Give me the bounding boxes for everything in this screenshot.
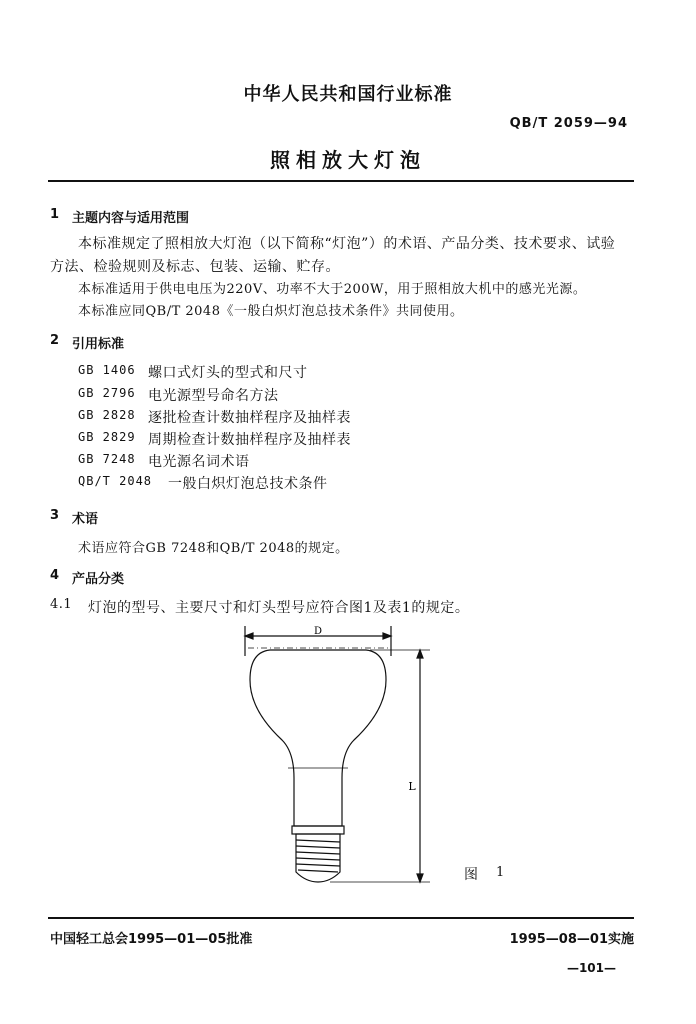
- section-1-heading: 主题内容与适用范围: [72, 211, 190, 226]
- arrow-left-icon: [245, 633, 253, 639]
- reference-code: QB/T 2048: [78, 474, 153, 488]
- approval-text: 中国轻工总会1995—01—05批准: [50, 932, 253, 947]
- section-4-number: 4: [50, 568, 60, 583]
- section-1-number: 1: [50, 207, 60, 222]
- section-4-heading: 产品分类: [72, 572, 125, 587]
- document-title: 照相放大灯泡: [270, 148, 426, 172]
- section-3-number: 3: [50, 508, 60, 523]
- lamp-neck: [292, 826, 344, 834]
- section-2-number: 2: [50, 333, 60, 348]
- title-rule: [48, 180, 634, 182]
- dimension-label-d: D: [313, 626, 323, 637]
- reference-code: GB 1406: [78, 363, 136, 377]
- section-4-1-text: 灯泡的型号、主要尺寸和灯头型号应符合图1及表1的规定。: [88, 600, 470, 616]
- section-3-para: 术语应符合GB 7248和QB/T 2048的规定。: [78, 541, 349, 556]
- section-1-para2: 本标准适用于供电电压为220V、功率不大于200W，用于照相放大机中的感光光源。: [78, 282, 587, 297]
- reference-code: GB 2829: [78, 430, 136, 444]
- section-2-heading: 引用标准: [72, 337, 125, 352]
- section-4-1-number: 4.1: [50, 597, 73, 612]
- figure-caption-number: 1: [496, 865, 505, 880]
- footer-rule: [48, 917, 634, 919]
- dimension-label-l: L: [408, 780, 416, 793]
- arrow-up-icon: [417, 650, 423, 658]
- section-1-para3: 本标准应同QB/T 2048《一般白炽灯泡总技术条件》共同使用。: [78, 304, 464, 319]
- arrow-right-icon: [383, 633, 391, 639]
- arrow-down-icon: [417, 874, 423, 882]
- section-3-heading: 术语: [72, 512, 99, 527]
- reference-code: GB 2796: [78, 386, 136, 400]
- reference-title: 电光源名词术语: [148, 454, 250, 470]
- bulb-outline: [250, 650, 386, 826]
- figure-caption-label: 图: [464, 867, 478, 883]
- standard-number: QB/T 2059—94: [509, 116, 628, 131]
- effective-date-text: 1995—08—01实施: [509, 932, 634, 947]
- reference-code: GB 7248: [78, 452, 136, 466]
- page-number: —101—: [566, 961, 616, 975]
- reference-title: 逐批检查计数抽样程序及抽样表: [148, 410, 351, 426]
- reference-title: 螺口式灯头的型式和尺寸: [148, 365, 308, 381]
- lamp-figure: [230, 620, 440, 890]
- reference-title: 一般白炽灯泡总技术条件: [168, 476, 328, 492]
- reference-code: GB 2828: [78, 408, 136, 422]
- org-title: 中华人民共和国行业标准: [243, 84, 453, 105]
- reference-title: 周期检查计数抽样程序及抽样表: [148, 432, 351, 448]
- section-1-para1-line1: 本标准规定了照相放大灯泡（以下简称“灯泡”）的术语、产品分类、技术要求、试验: [78, 236, 616, 252]
- screw-base: [296, 834, 340, 882]
- reference-title: 电光源型号命名方法: [148, 388, 279, 404]
- section-1-para1-line2: 方法、检验规则及标志、包装、运输、贮存。: [50, 259, 340, 275]
